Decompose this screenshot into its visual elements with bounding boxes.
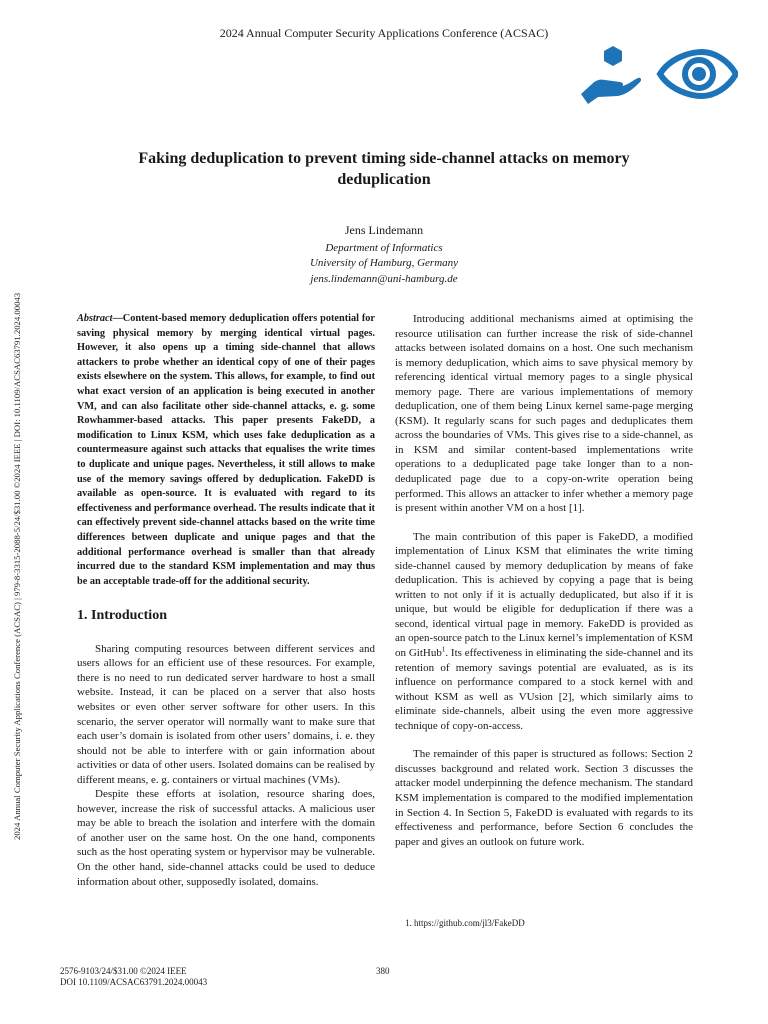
right-paragraph-2 [395,530,693,734]
footnote-marker: 1 [441,645,446,654]
doi-sidebar [3,190,21,840]
intro-paragraph-2: Despite these efforts at isolation, resource sharing does, however, increase the risk of successful attacks. A malicious user may be able to breach the isolation and interfere with the domain of another user on the same host. On the one hand, components such as the host operating system or hypervisor may be vulnerable. On the other hand, side-channel attacks could be used to deduce information about other, supposedly isolated, domains. [77,788,375,888]
paper-title: Faking deduplication to prevent timing side-channel attacks on memory deduplication [138,150,630,188]
author-department: Department of Informatics [325,241,443,254]
page-number: 380 [376,966,390,976]
footer-doi: DOI 10.1109/ACSAC63791.2024.00043 [60,977,208,987]
right-paragraph-2a: The main contribution of this paper is FakeDD, a modified implementation of Linux KSM that eliminates the write timing side-channel caused by memory deduplication by means of fake deduplication. This is achieved by copying a page that is being written to not only if it is actually deduplicated, but also if it is unique, but would be eligible for deduplication if there was a second, identical virtual page in memory. FakeDD is provided as an open-source patch to the Linux kernel’s implementation of KSM on GitHub [395,530,693,660]
conference-header: 2024 Annual Computer Security Applications Conference (ACSAC) [219,26,549,40]
intro-paragraph-1: Sharing computing resources between different services and users allows for an efficient use of these resources. For example, there is no need to run dedicated server hardware to host a small website. Instead, it can be placed on a server that also hosts websites or even other server software for other users. In this scenario, the server operator will normally want to make sure that each user’s domain is isolated from other users’ domains, i. e. they should not be able to interfere with or gain information about activities or data of other users. Isolated domains can be realised by different means, e. g. containers or virtual machines (VMs). [77,642,375,786]
author-block [0,223,768,287]
doi-sidebar-text: 2024 Annual Computer Security Applications Conference (ACSAC) | 979-8-3315-2088-5/24/$31.00 ©2024 IEEE | DOI: 10.1109/ACSAC63791.2024.00043 [12,292,22,840]
conference-logos [578,44,738,106]
footnote: 1. https://github.com/jl3/FakeDD [405,918,525,928]
eye-logo-icon [660,52,736,96]
right-column [395,312,693,849]
author-email: jens.lindemann@uni-hamburg.de [310,272,458,285]
author-university: University of Hamburg, Germany [309,257,459,269]
left-column [77,312,375,889]
author-name: Jens Lindemann [344,223,424,237]
hand-hexagon-logo-icon [578,44,738,106]
footer-issn: 2576-9103/24/$31.00 ©2024 IEEE [60,966,187,976]
section-heading-introduction: 1. Introduction [77,608,167,624]
right-paragraph-3: The remainder of this paper is structured as follows: Section 2 discusses background and related work. Section 3 discusses the attacker model underpinning the defence mechanism. The standard KSM implementation is compared to the modified implementation in Section 4. In Section 5, FakeDD is evaluated with regards to its effectiveness and performance, before Section 6 concludes the paper and gives an outlook on future work. [395,748,693,848]
abstract-text: Content-based memory deduplication offers potential for saving physical memory by merging identical virtual pages. However, it also opens up a timing side-channel that allows attackers to probe whether an identical copy of one of their pages exists elsewhere on the system. This allows, for example, to find out what exact version of an application is being executed in another VM, and can also facilitate other side-channel attacks, e. g. some Rowhammer-based attacks. This paper presents FakeDD, a modification to Linux KSM, which uses fake deduplication as a countermeasure against such attacks that equalises the write times to duplicate and unique pages. Nevertheless, it still allows to make use of the memory savings offered by deduplication. FakeDD is available as open-source. It is evaluated with regard to its effectiveness and performance overhead. The results indicate that it can effectively prevent side-channel attacks based on the write time differences between duplicate and unique pages and that the additional performance overhead is smaller than that already incurred due to the standard KSM implementation and may thus be an acceptable trade-off for the additional security. [77,313,375,587]
right-paragraph-2b: . Its effectiveness in eliminating the side-channel and its retention of memory savings potential are evaluated, as is its influence on performance compared to a stock kernel with and without KSM as well as VUsion [2], which similarly aims to eliminate side-channels, albeit using the even more aggressive technique of copy-on-access. [395,647,693,732]
abstract-dash: — [112,313,123,324]
abstract-label: Abstract [77,313,113,324]
abstract [77,312,375,589]
footer-copyright [60,966,207,988]
right-paragraph-1: Introducing additional mechanisms aimed at optimising the resource utilisation can further increase the risk of side-channel attacks between isolated domains on a host. One such mechanism is memory deduplication, which aims to save physical memory by referencing identical virtual memory pages to a single physical memory page. There are various implementations of memory deduplication, one of them being Linux kernel same-page merging (KSM). It regularly scans for such pages and deduplicates them across the boundaries of VMs. This gives rise to a side-channel, as in KSM and similar content-based implementations write operations to a deduplicated page take longer than to a non-deduplicated page due to a copy-on-write operation being performed. This allows an attacker to infer whether a memory page is present within another VM on a host [1]. [395,313,693,515]
